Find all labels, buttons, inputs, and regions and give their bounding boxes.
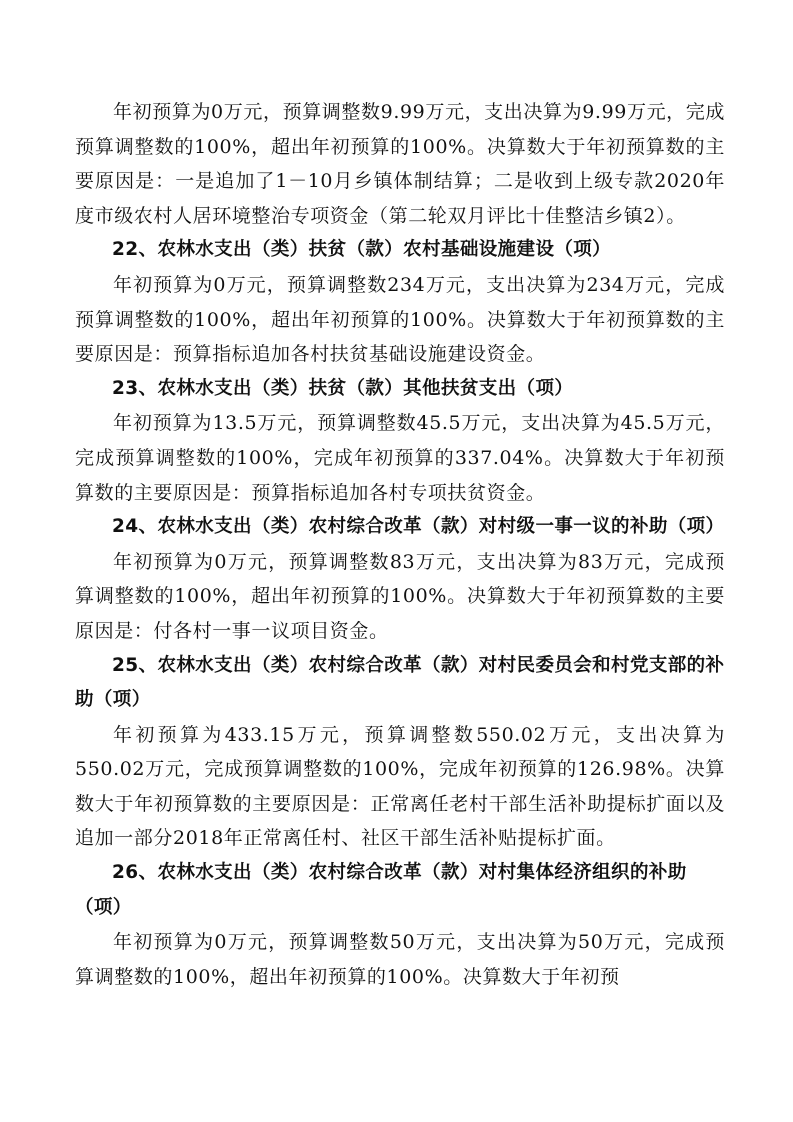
section-heading-22: 22、农林水支出（类）扶贫（款）农村基础设施建设（项） [112,239,612,261]
paragraph-23: 年初预算为13.5万元，预算调整数45.5万元，支出决算为45.5万元，完成预算调整数的100%，完成年初预算的337.04%。决算数大于年初预算数的主要原因是：预算指标追加各村专项扶贫资金。 [75,412,725,504]
paragraph-26: 年初预算为0万元，预算调整数50万元，支出决算为50万元，完成预算调整数的100%，超出年初预算的100%。决算数大于年初预 [75,931,725,988]
section-heading-23: 23、农林水支出（类）扶贫（款）其他扶贫支出（项） [112,377,574,399]
paragraph-intro: 年初预算为0万元，预算调整数9.99万元，支出决算为9.99万元，完成预算调整数的100%，超出年初预算的100%。决算数大于年初预算数的主要原因是：一是追加了1－10月乡镇体制结算；二是收到上级专款2020年度市级农村人居环境整治专项资金（第二轮双月评比十佳整洁乡镇2）。 [75,101,725,227]
paragraph-25: 年初预算为433.15万元，预算调整数550.02万元，支出决算为550.02万元，完成预算调整数的100%，完成年初预算的126.98%。决算数大于年初预算数的主要原因是：正常离任老村干部生活补助提标扩面以及追加一部分2018年正常离任村、社区干部生活补贴提标扩面。 [75,723,725,850]
paragraph-24: 年初预算为0万元，预算调整数83万元，支出决算为83万元，完成预算调整数的100%，超出年初预算的100%。决算数大于年初预算数的主要原因是：付各村一事一议项目资金。 [75,550,725,642]
section-heading-25: 25、农林水支出（类）农村综合改革（款）对村民委员会和村党支部的补助（项） [75,654,725,711]
document-page [75,95,725,994]
paragraph-22: 年初预算为0万元，预算调整数234万元，支出决算为234万元，完成预算调整数的100%，超出年初预算的100%。决算数大于年初预算数的主要原因是：预算指标追加各村扶贫基础设施建设资金。 [75,273,725,366]
section-heading-26: 26、农林水支出（类）农村综合改革（款）对村集体经济组织的补助（项） [75,862,687,918]
section-heading-24: 24、农林水支出（类）农村综合改革（款）对村级一事一议的补助（项） [112,516,725,538]
